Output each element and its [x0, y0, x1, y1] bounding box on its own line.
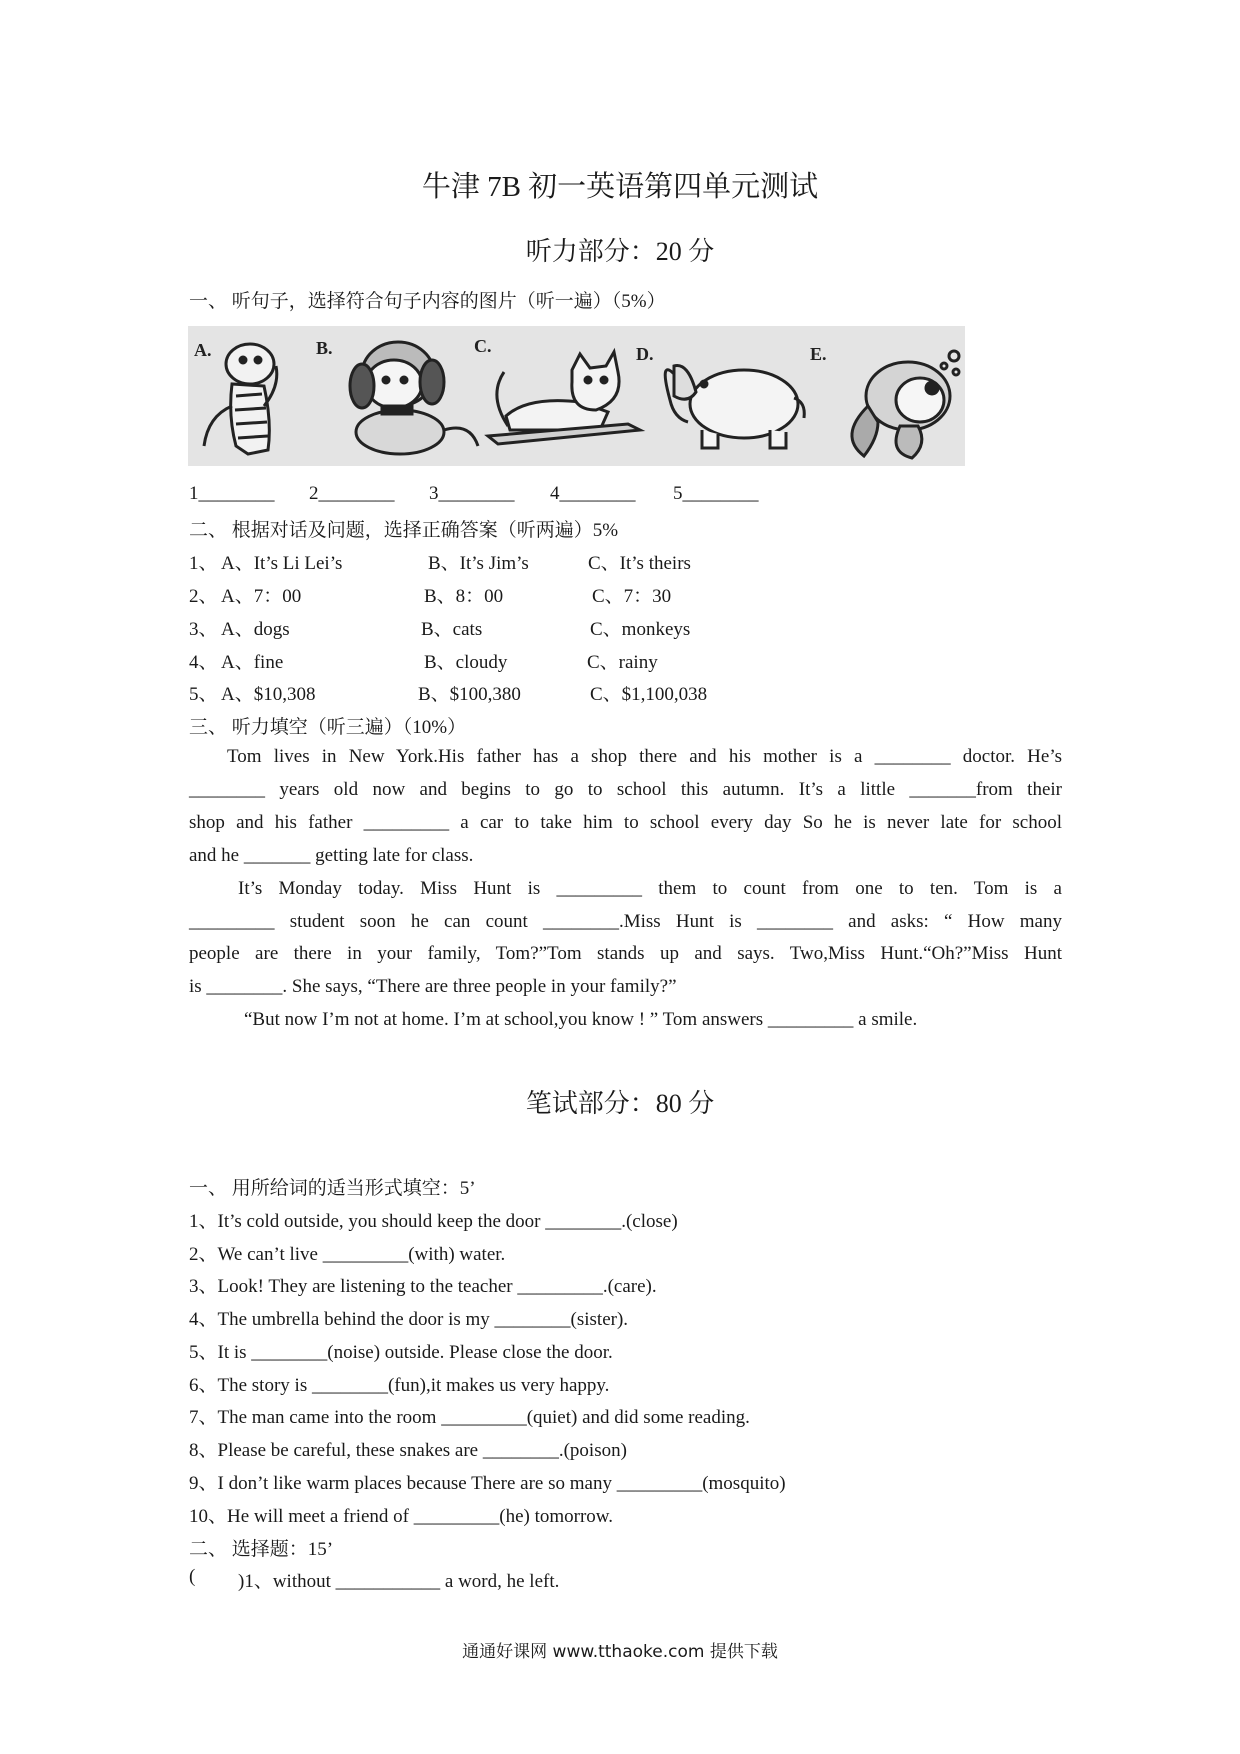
listening-part2-instruction: 二、 根据对话及问题，选择正确答案（听两遍）5% — [189, 520, 619, 541]
answer-blank[interactable]: 3________ — [429, 483, 515, 504]
written-part1-instruction: 一、 用所给词的适当形式填空：5’ — [189, 1178, 476, 1199]
question-number: 2、 — [189, 586, 218, 607]
question-number: 5、 — [189, 684, 218, 705]
passage-line: _________ student soon he can count ________.Miss Hunt is ________ and asks: “ How many — [189, 911, 1062, 932]
fill-in-item: 5、It is ________(noise) outside. Please close the door. — [189, 1342, 613, 1363]
answer-blank[interactable]: 4________ — [550, 483, 636, 504]
passage-line: shop and his father _________ a car to take him to school every day So he is never late for school — [189, 812, 1062, 833]
passage-line: and he _______ getting late for class. — [189, 845, 474, 866]
fill-in-item: 9、I don’t like warm places because There are so many _________(mosquito) — [189, 1473, 786, 1494]
fill-in-item: 6、The story is ________(fun),it makes us very happy. — [189, 1375, 610, 1396]
passage-line: “But now I’m not at home. I’m at school,you know ! ” Tom answers _________ a smile. — [244, 1009, 918, 1030]
fill-in-item: 2、We can’t live _________(with) water. — [189, 1244, 506, 1265]
listening-part1-instruction: 一、 听句子，选择符合句子内容的图片（听一遍）（5%） — [189, 291, 666, 312]
option-c[interactable]: C、monkeys — [590, 619, 691, 640]
option-b[interactable]: B、$100,380 — [418, 684, 521, 705]
question-number: 3、 — [189, 619, 218, 640]
option-a[interactable]: A、$10,308 — [221, 684, 316, 705]
page-title: 牛津 7B 初一英语第四单元测试 — [421, 171, 819, 203]
option-b[interactable]: B、8：00 — [424, 586, 504, 607]
option-a[interactable]: A、dogs — [221, 619, 290, 640]
answer-blank[interactable]: 2________ — [309, 483, 395, 504]
question-number: 4、 — [189, 652, 218, 673]
passage-line: people are there in your family, Tom?”Tom stands up and says. Two,Miss Hunt.“Oh?”Miss Hunt — [189, 943, 1062, 964]
fill-in-item: 10、He will meet a friend of _________(he) tomorrow. — [189, 1506, 614, 1527]
option-a[interactable]: A、It’s Li Lei’s — [221, 553, 343, 574]
picture-letter-e: E. — [810, 344, 827, 364]
passage-line: Tom lives in New York.His father has a shop there and his mother is a ________ doctor. He’s — [227, 746, 1062, 767]
listening-heading: 听力部分：20 分 — [525, 237, 715, 266]
fill-in-item: 4、The umbrella behind the door is my ________(sister). — [189, 1309, 629, 1330]
fill-in-item: 1、It’s cold outside, you should keep the door ________.(close) — [189, 1211, 678, 1232]
picture-letter-b: B. — [316, 338, 333, 358]
animal-pictures — [188, 326, 965, 466]
option-c[interactable]: C、7：30 — [592, 586, 672, 607]
fill-in-item: 8、Please be careful, these snakes are ________.(poison) — [189, 1440, 627, 1461]
option-a[interactable]: A、fine — [221, 652, 284, 673]
option-b[interactable]: B、cats — [421, 619, 483, 640]
passage-line: ________ years old now and begins to go to school this autumn. It’s a little _______from their — [189, 779, 1062, 800]
option-c[interactable]: C、It’s theirs — [588, 553, 691, 574]
fill-in-item: 3、Look! They are listening to the teacher _________.(care). — [189, 1276, 657, 1297]
option-b[interactable]: B、It’s Jim’s — [428, 553, 529, 574]
answer-blank[interactable]: 1________ — [189, 483, 275, 504]
footer-source: 通通好课网 www.tthaoke.com 提供下载 — [462, 1642, 778, 1662]
option-a[interactable]: A、7：00 — [221, 586, 302, 607]
picture-letter-d: D. — [636, 344, 654, 364]
listening-part3-instruction: 三、 听力填空（听三遍）（10%） — [189, 717, 467, 738]
option-b[interactable]: B、cloudy — [424, 652, 508, 673]
option-c[interactable]: C、rainy — [587, 652, 658, 673]
fill-in-item: 7、The man came into the room _________(quiet) and did some reading. — [189, 1407, 750, 1428]
picture-letter-c: C. — [474, 336, 492, 356]
written-heading: 笔试部分：80 分 — [525, 1089, 715, 1118]
question-text: )1、without ___________ a word, he left. — [238, 1571, 560, 1592]
passage-line: is ________. She says, “There are three people in your family?” — [189, 976, 677, 997]
answer-blank[interactable]: 5________ — [673, 483, 759, 504]
written-part2-instruction: 二、 选择题：15’ — [189, 1539, 334, 1560]
option-c[interactable]: C、$1,100,038 — [590, 684, 708, 705]
question-number: 1、 — [189, 553, 218, 574]
picture-letter-a: A. — [194, 340, 212, 360]
answer-paren[interactable]: ( — [189, 1566, 196, 1587]
passage-line: It’s Monday today. Miss Hunt is _________ them to count from one to ten. Tom is a — [238, 878, 1062, 899]
